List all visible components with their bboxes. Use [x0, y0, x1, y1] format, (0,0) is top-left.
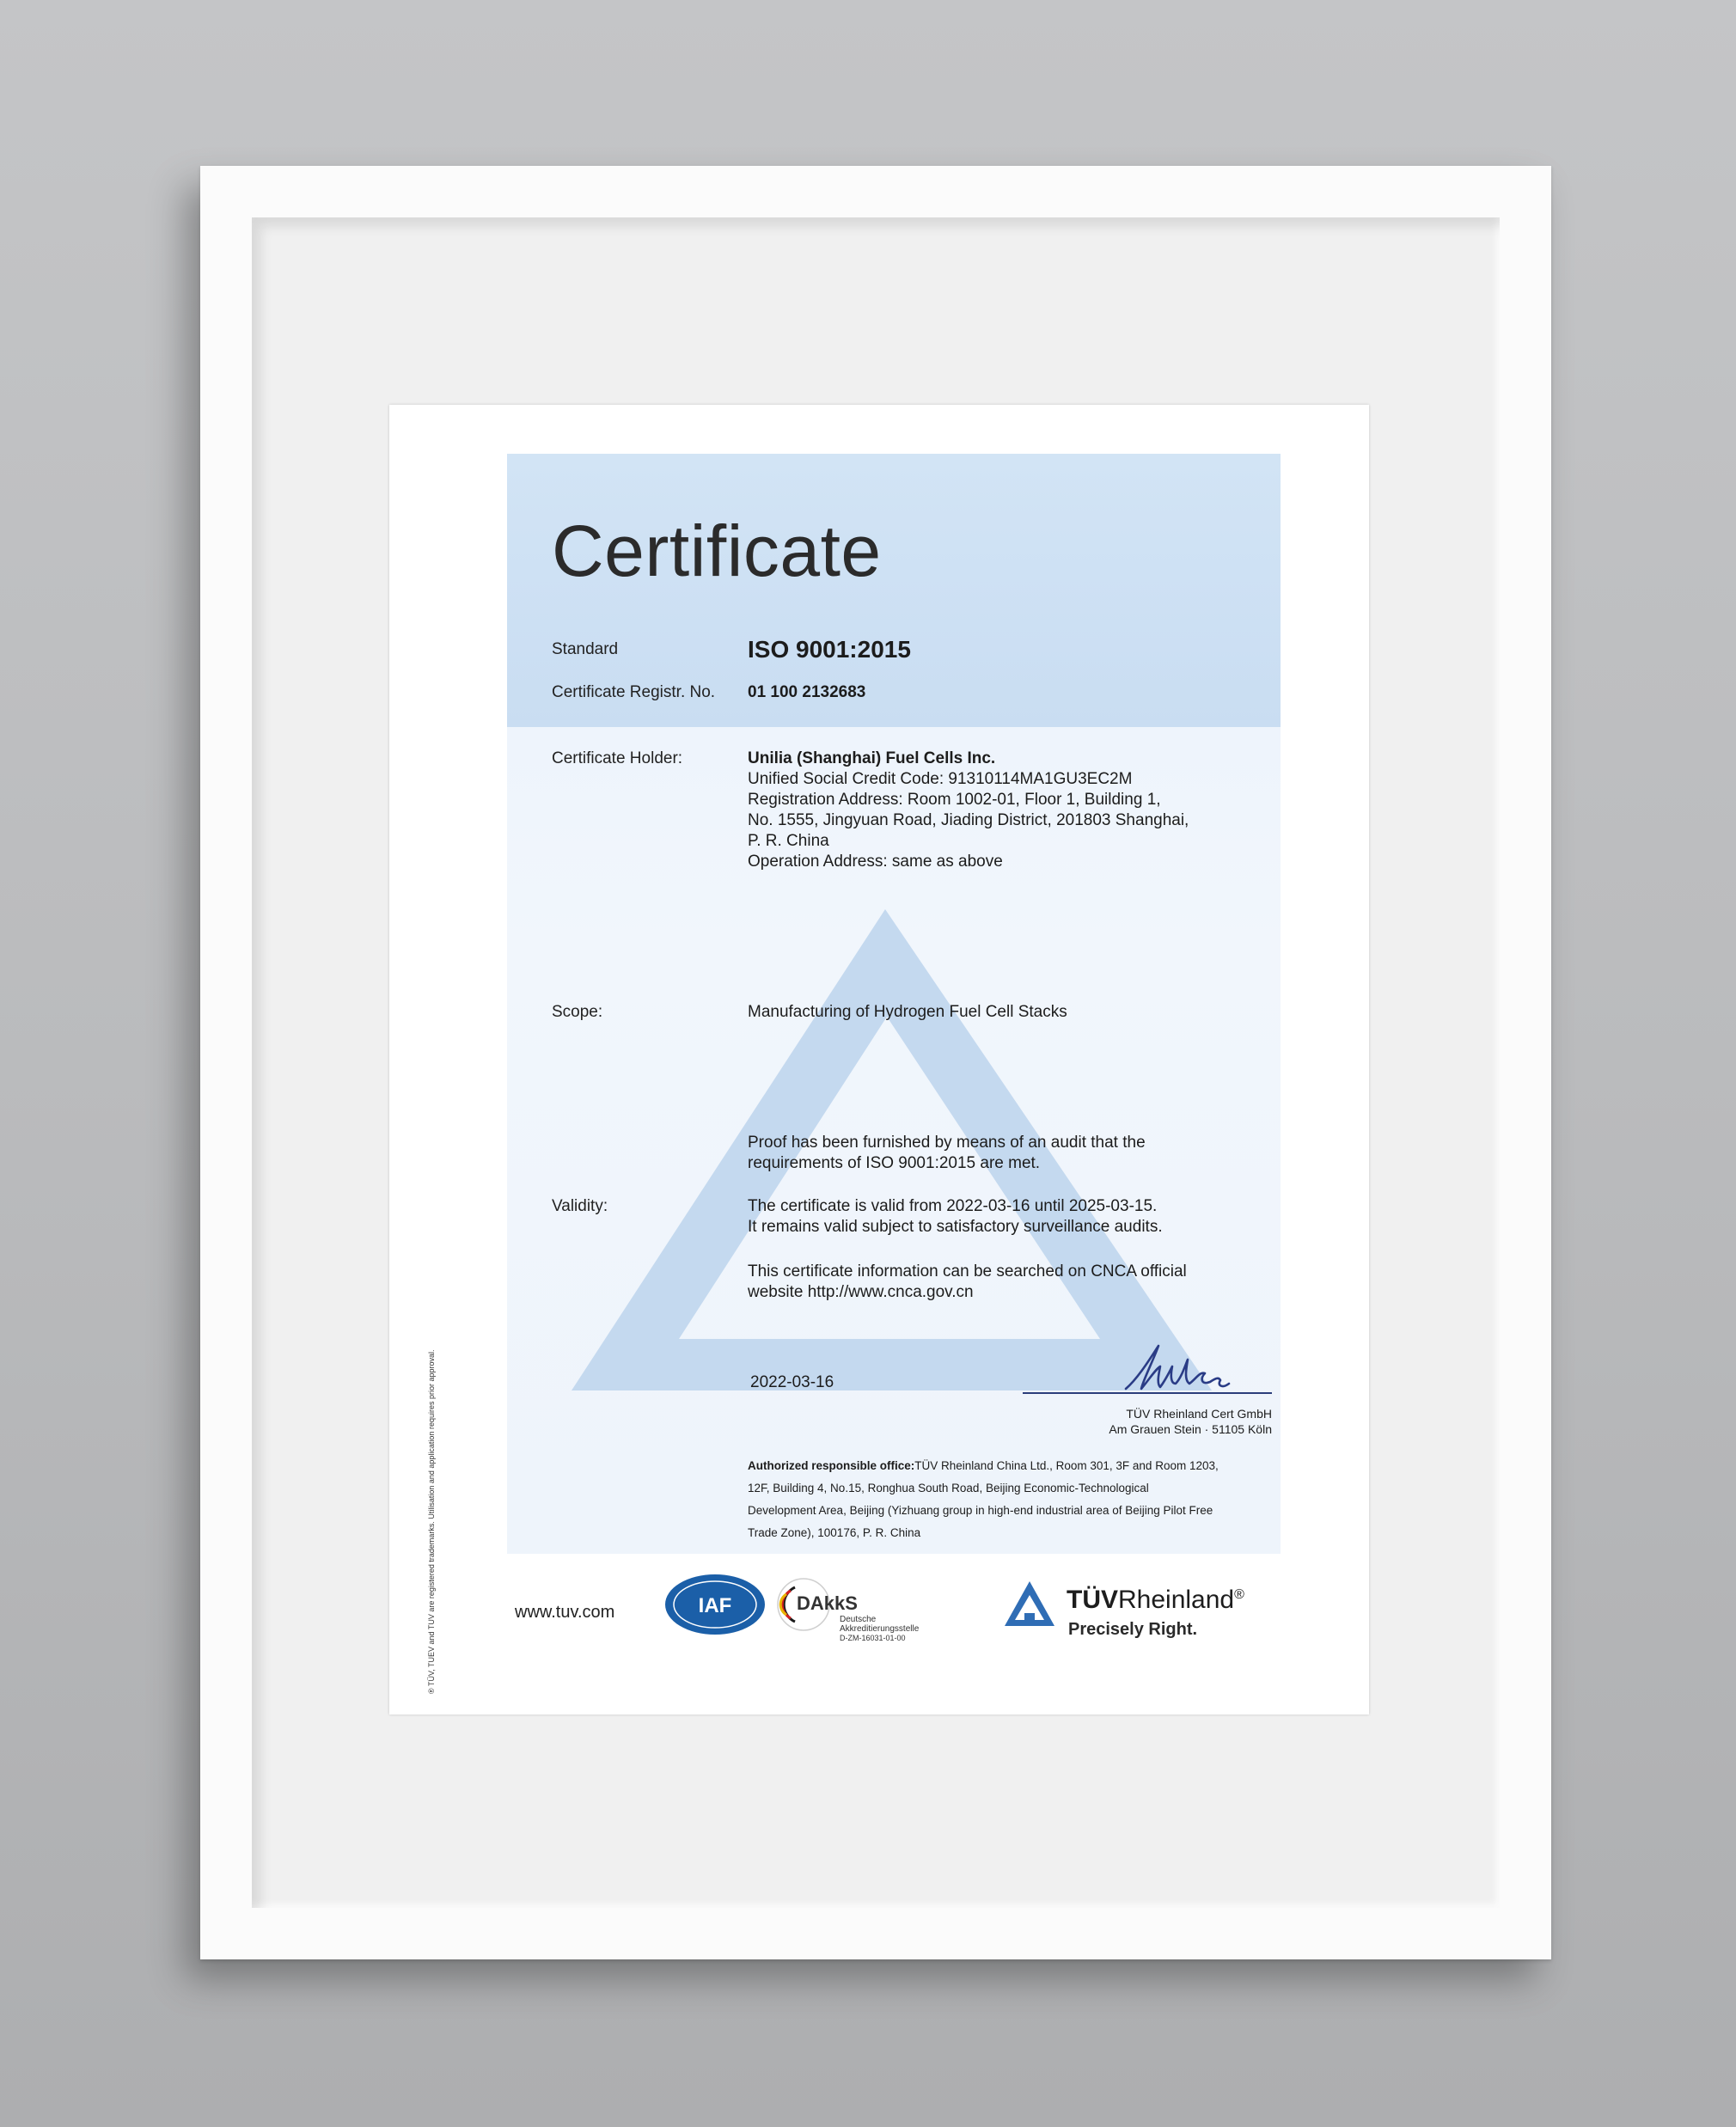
- validity-line: It remains valid subject to satisfactory surveillance audits.: [748, 1218, 1163, 1236]
- holder-address-line: Registration Address: Room 1002-01, Floor 1, Building 1,: [748, 791, 1161, 809]
- trademark-note: ® TÜV, TUEV and TUV are registered trademarks. Utilisation and application requires prior approval.: [427, 1349, 436, 1694]
- cnca-line: This certificate information can be searched on CNCA official: [748, 1262, 1187, 1280]
- holder-name: Unilia (Shanghai) Fuel Cells Inc.: [748, 749, 996, 767]
- signature-icon: [1109, 1339, 1238, 1399]
- office-line: [748, 1455, 1219, 1477]
- holder-address-line: P. R. China: [748, 832, 829, 850]
- signature-line: [1023, 1392, 1272, 1394]
- dakks-name: DAkkS: [797, 1592, 858, 1614]
- scope-label: Scope:: [552, 1003, 603, 1021]
- certificate-body: [507, 454, 1281, 1554]
- holder-credit-code: Unified Social Credit Code: 91310114MA1GU3EC2M: [748, 770, 1133, 788]
- tuv-registered-mark: ®: [1234, 1587, 1244, 1602]
- dakks-sub: Deutsche: [840, 1615, 877, 1624]
- standard-label: Standard: [552, 640, 619, 658]
- tuv-wordmark: [1067, 1586, 1244, 1615]
- holder-operation-address: Operation Address: same as above: [748, 853, 1003, 871]
- regno-label: Certificate Registr. No.: [552, 683, 716, 701]
- regno-value: 01 100 2132683: [748, 683, 866, 701]
- certificate-title: Certificate: [552, 510, 882, 591]
- scope-value: Manufacturing of Hydrogen Fuel Cell Stacks: [748, 1003, 1067, 1021]
- office-text: TÜV Rheinland China Ltd., Room 301, 3F and Room 1203,: [914, 1459, 1219, 1472]
- tuv-wordmark-bold: TÜV: [1067, 1586, 1118, 1614]
- office-line: Trade Zone), 100176, P. R. China: [748, 1526, 921, 1539]
- issuer-line: Am Grauen Stein · 51105 Köln: [1109, 1422, 1272, 1436]
- issue-date: 2022-03-16: [750, 1373, 834, 1391]
- certificate-paper: [389, 405, 1369, 1714]
- proof-line: requirements of ISO 9001:2015 are met.: [748, 1154, 1041, 1172]
- validity-label: Validity:: [552, 1197, 608, 1215]
- cnca-line: website http://www.cnca.gov.cn: [748, 1283, 974, 1301]
- office-line: 12F, Building 4, No.15, Ronghua South Road, Beijing Economic-Technological: [748, 1482, 1149, 1494]
- dakks-id: D-ZM-16031-01-00: [840, 1634, 906, 1642]
- issuer-line: TÜV Rheinland Cert GmbH: [1126, 1407, 1272, 1421]
- proof-line: Proof has been furnished by means of an audit that the: [748, 1134, 1146, 1152]
- dakks-sub: Akkreditierungsstelle: [840, 1624, 920, 1634]
- office-label: Authorized responsible office:: [748, 1459, 915, 1472]
- office-line: Development Area, Beijing (Yizhuang group in high-end industrial area of Beijing Pilot Free: [748, 1504, 1213, 1517]
- holder-address-line: No. 1555, Jingyuan Road, Jiading District, 201803 Shanghai,: [748, 811, 1189, 829]
- iaf-logo-icon: [663, 1573, 767, 1636]
- tuv-triangle-icon: [1002, 1579, 1057, 1629]
- validity-line: The certificate is valid from 2022-03-16 until 2025-03-15.: [748, 1197, 1158, 1215]
- footer-website: www.tuv.com: [515, 1603, 615, 1622]
- tuv-wordmark-rest: Rheinland: [1118, 1586, 1235, 1614]
- standard-value: ISO 9001:2015: [748, 636, 911, 663]
- holder-label: Certificate Holder:: [552, 749, 683, 767]
- iaf-text: IAF: [698, 1594, 732, 1617]
- tuv-slogan: Precisely Right.: [1068, 1620, 1198, 1639]
